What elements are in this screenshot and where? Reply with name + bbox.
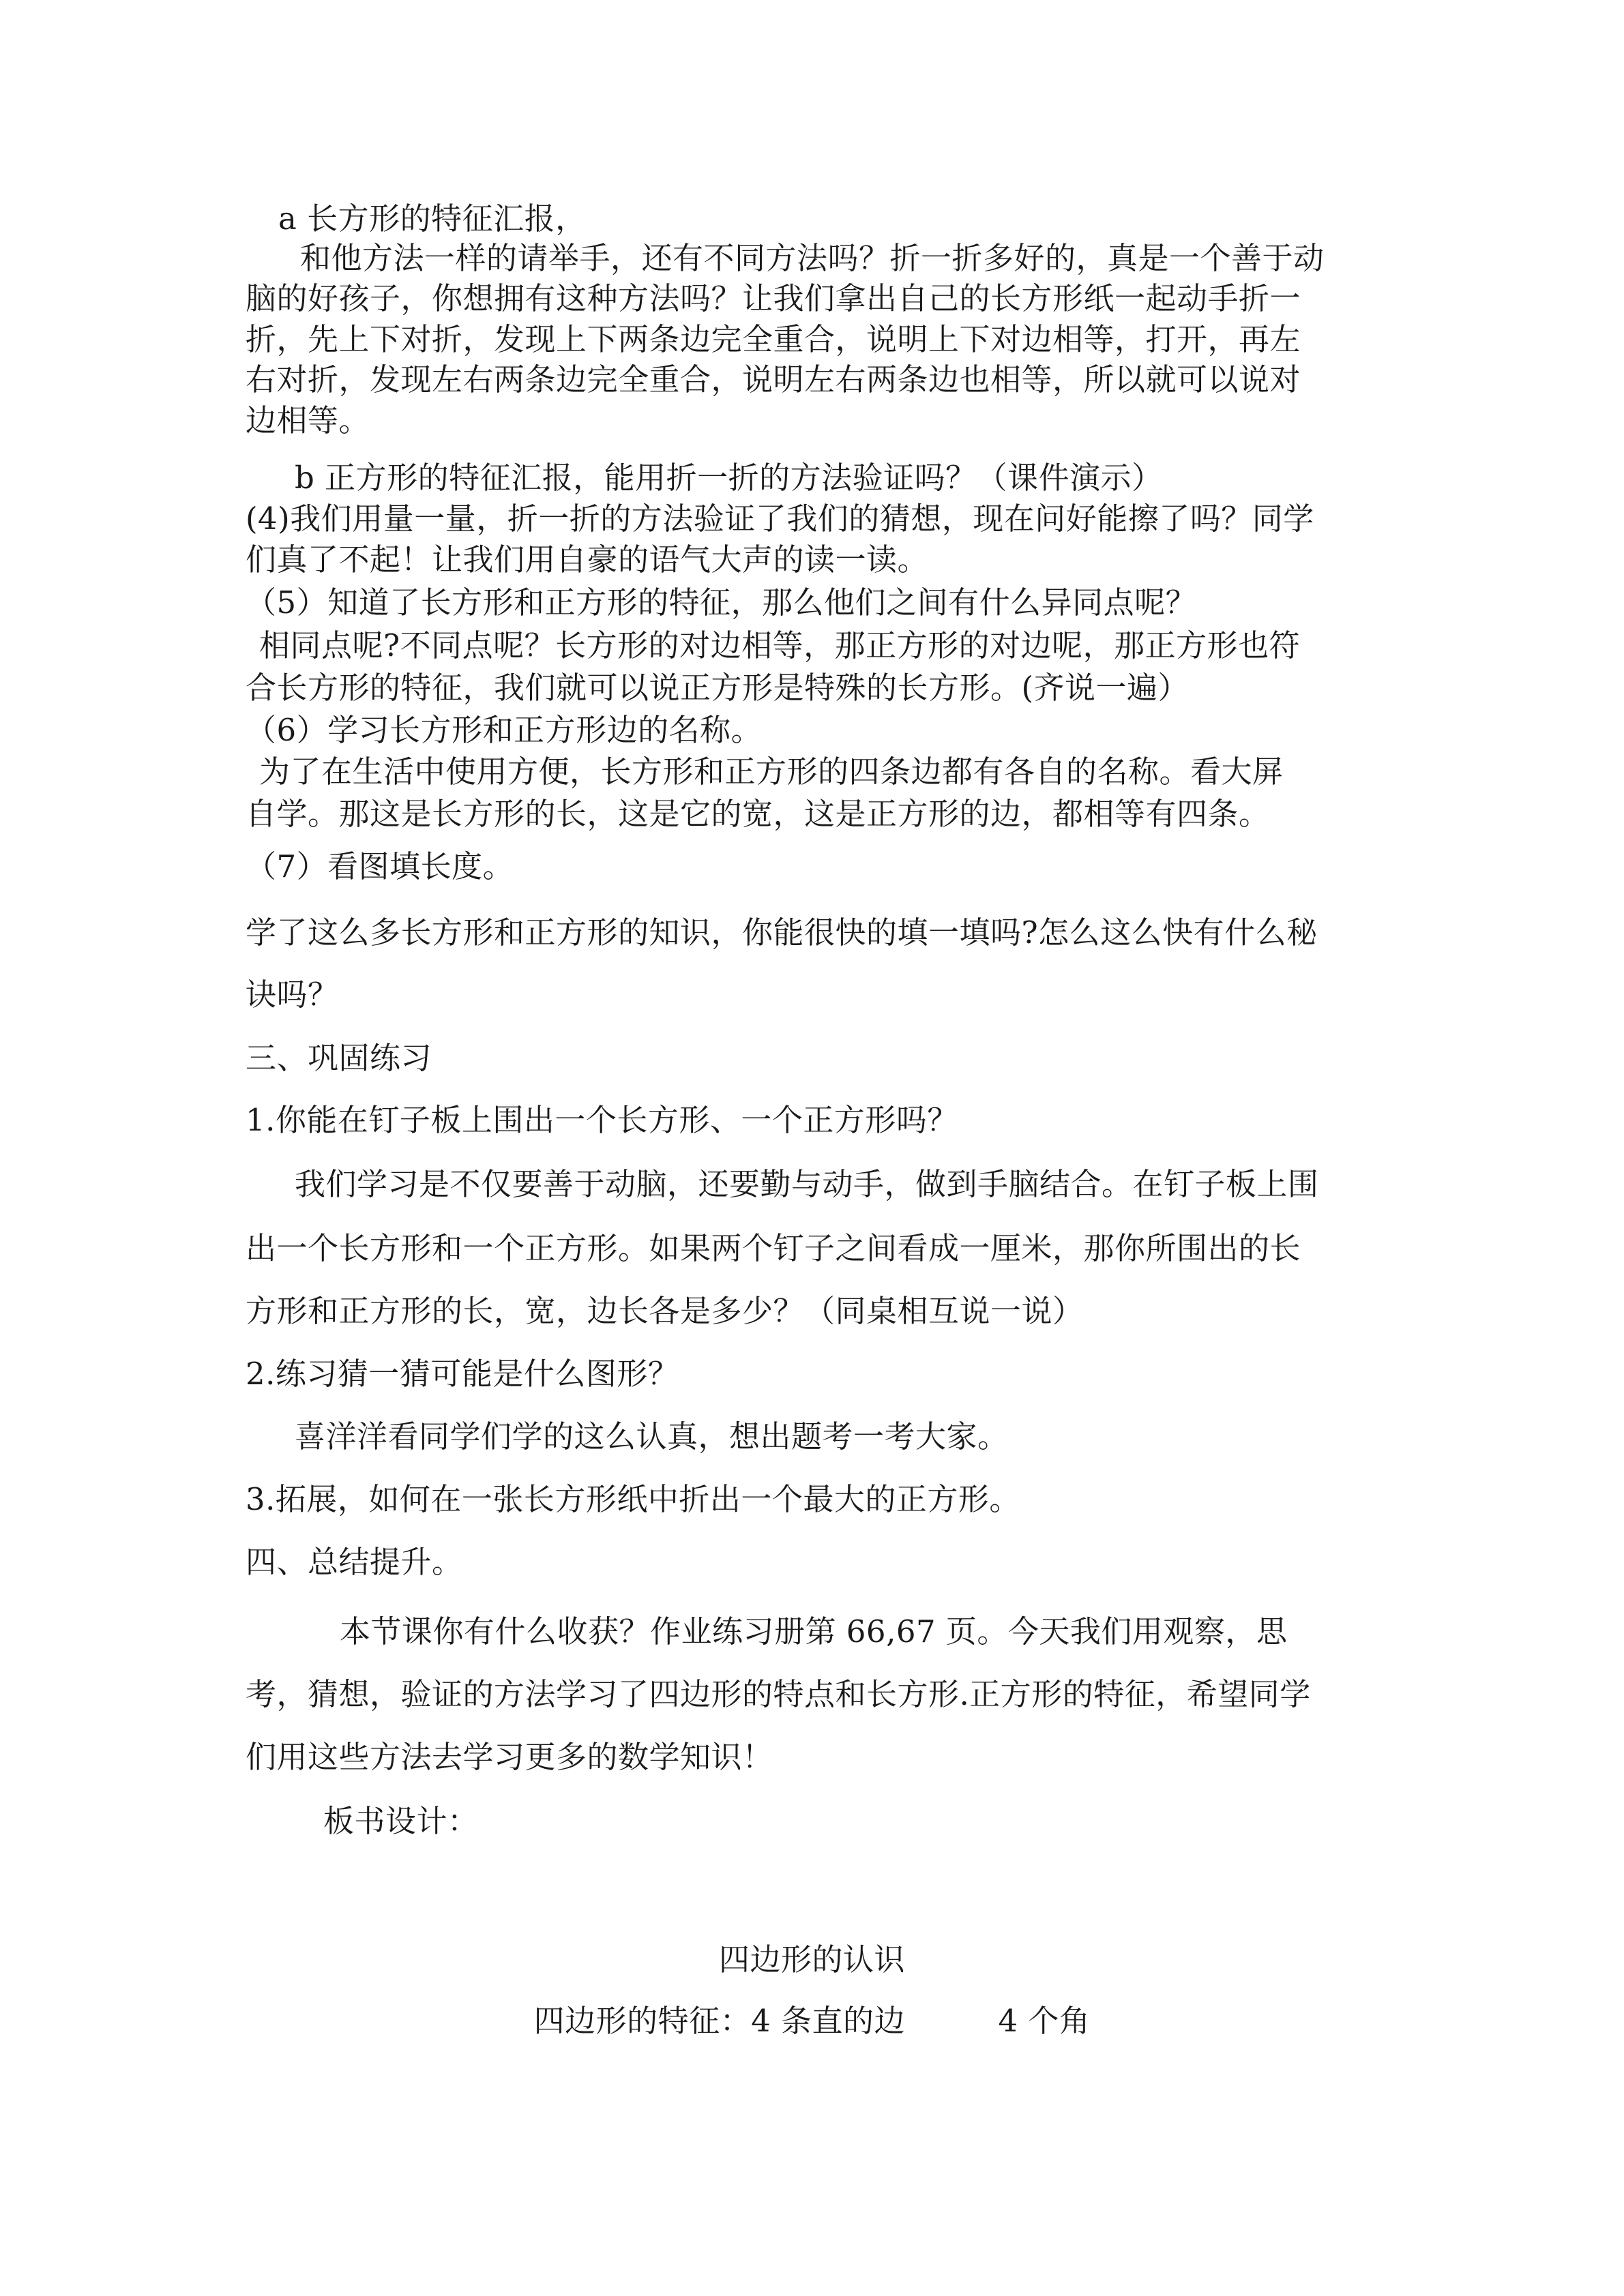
- text-line: 喜洋洋看同学们学的这么认真，想出题考一考大家。: [295, 1418, 1009, 1455]
- board-content: 四边形的特征：4 条直的边 4 个角: [533, 2003, 1091, 2039]
- text-line: 边相等。: [246, 402, 370, 438]
- text-line: 和他方法一样的请举手，还有不同方法吗？折一折多好的，真是一个善于动: [300, 240, 1325, 276]
- text-line: 相同点呢?不同点呢？长方形的对边相等，那正方形的对边呢，那正方形也符: [259, 627, 1301, 664]
- text-line: （5）知道了长方形和正方形的特征，那么他们之间有什么异同点呢？: [246, 584, 1197, 621]
- text-line: （6）学习长方形和正方形边的名称。: [246, 712, 763, 748]
- text-line: （7）看图填长度。: [246, 848, 514, 884]
- text-line: (4)我们用量一量，折一折的方法验证了我们的猜想，现在问好能擦了吗？同学: [246, 501, 1314, 537]
- text-line: 方形和正方形的长，宽，边长各是多少？（同桌相互说一说）: [246, 1293, 1084, 1329]
- text-line: 考，猜想，验证的方法学习了四边形的特点和长方形.正方形的特征，希望同学: [246, 1676, 1311, 1712]
- text-line: 折，先上下对折，发现上下两条边完全重合，说明上下对边相等，打开，再左: [246, 321, 1301, 357]
- text-line: 板书设计：: [323, 1803, 479, 1839]
- text-line: 脑的好孩子，你想拥有这种方法吗？让我们拿出自己的长方形纸一起动手折一: [246, 280, 1301, 316]
- section-heading: 四、总结提升。: [246, 1544, 463, 1580]
- text-line: 们用这些方法去学习更多的数学知识！: [246, 1739, 773, 1775]
- section-heading: 三、巩固练习: [246, 1040, 432, 1076]
- text-line: 本节课你有什么收获？作业练习册第 66,67 页。今天我们用观察，思: [340, 1613, 1288, 1650]
- text-line: 诀吗？: [246, 976, 339, 1013]
- text-line: 2.练习猜一猜可能是什么图形？: [246, 1356, 679, 1392]
- text-line: 自学。那这是长方形的长，这是它的宽，这是正方形的边，都相等有四条。: [246, 796, 1270, 832]
- text-line: 合长方形的特征，我们就可以说正方形是特殊的长方形。(齐说一遍）: [246, 670, 1190, 706]
- text-line: 为了在生活中使用方便，长方形和正方形的四条边都有各自的名称。看大屏: [259, 754, 1284, 790]
- text-line: 我们学习是不仅要善于动脑，还要勤与动手，做到手脑结合。在钉子板上围: [295, 1166, 1319, 1202]
- text-line: 1.你能在钉子板上围出一个长方形、一个正方形吗？: [246, 1102, 958, 1138]
- text-line: a 长方形的特征汇报，: [278, 200, 587, 237]
- text-line: 右对折，发现左右两条边完全重合，说明左右两条边也相等，所以就可以说对: [246, 361, 1301, 398]
- text-line: 3.拓展，如何在一张长方形纸中折出一个最大的正方形。: [246, 1481, 1020, 1517]
- text-line: 们真了不起！让我们用自豪的语气大声的读一读。: [246, 541, 929, 578]
- text-line: b 正方形的特征汇报，能用折一折的方法验证吗？（课件演示）: [295, 460, 1163, 496]
- text-line: 出一个长方形和一个正方形。如果两个钉子之间看成一厘米，那你所围出的长: [246, 1230, 1301, 1266]
- board-title: 四边形的认识: [718, 1941, 905, 1978]
- text-line: 学了这么多长方形和正方形的知识，你能很快的填一填吗?怎么这么快有什么秘: [246, 914, 1318, 951]
